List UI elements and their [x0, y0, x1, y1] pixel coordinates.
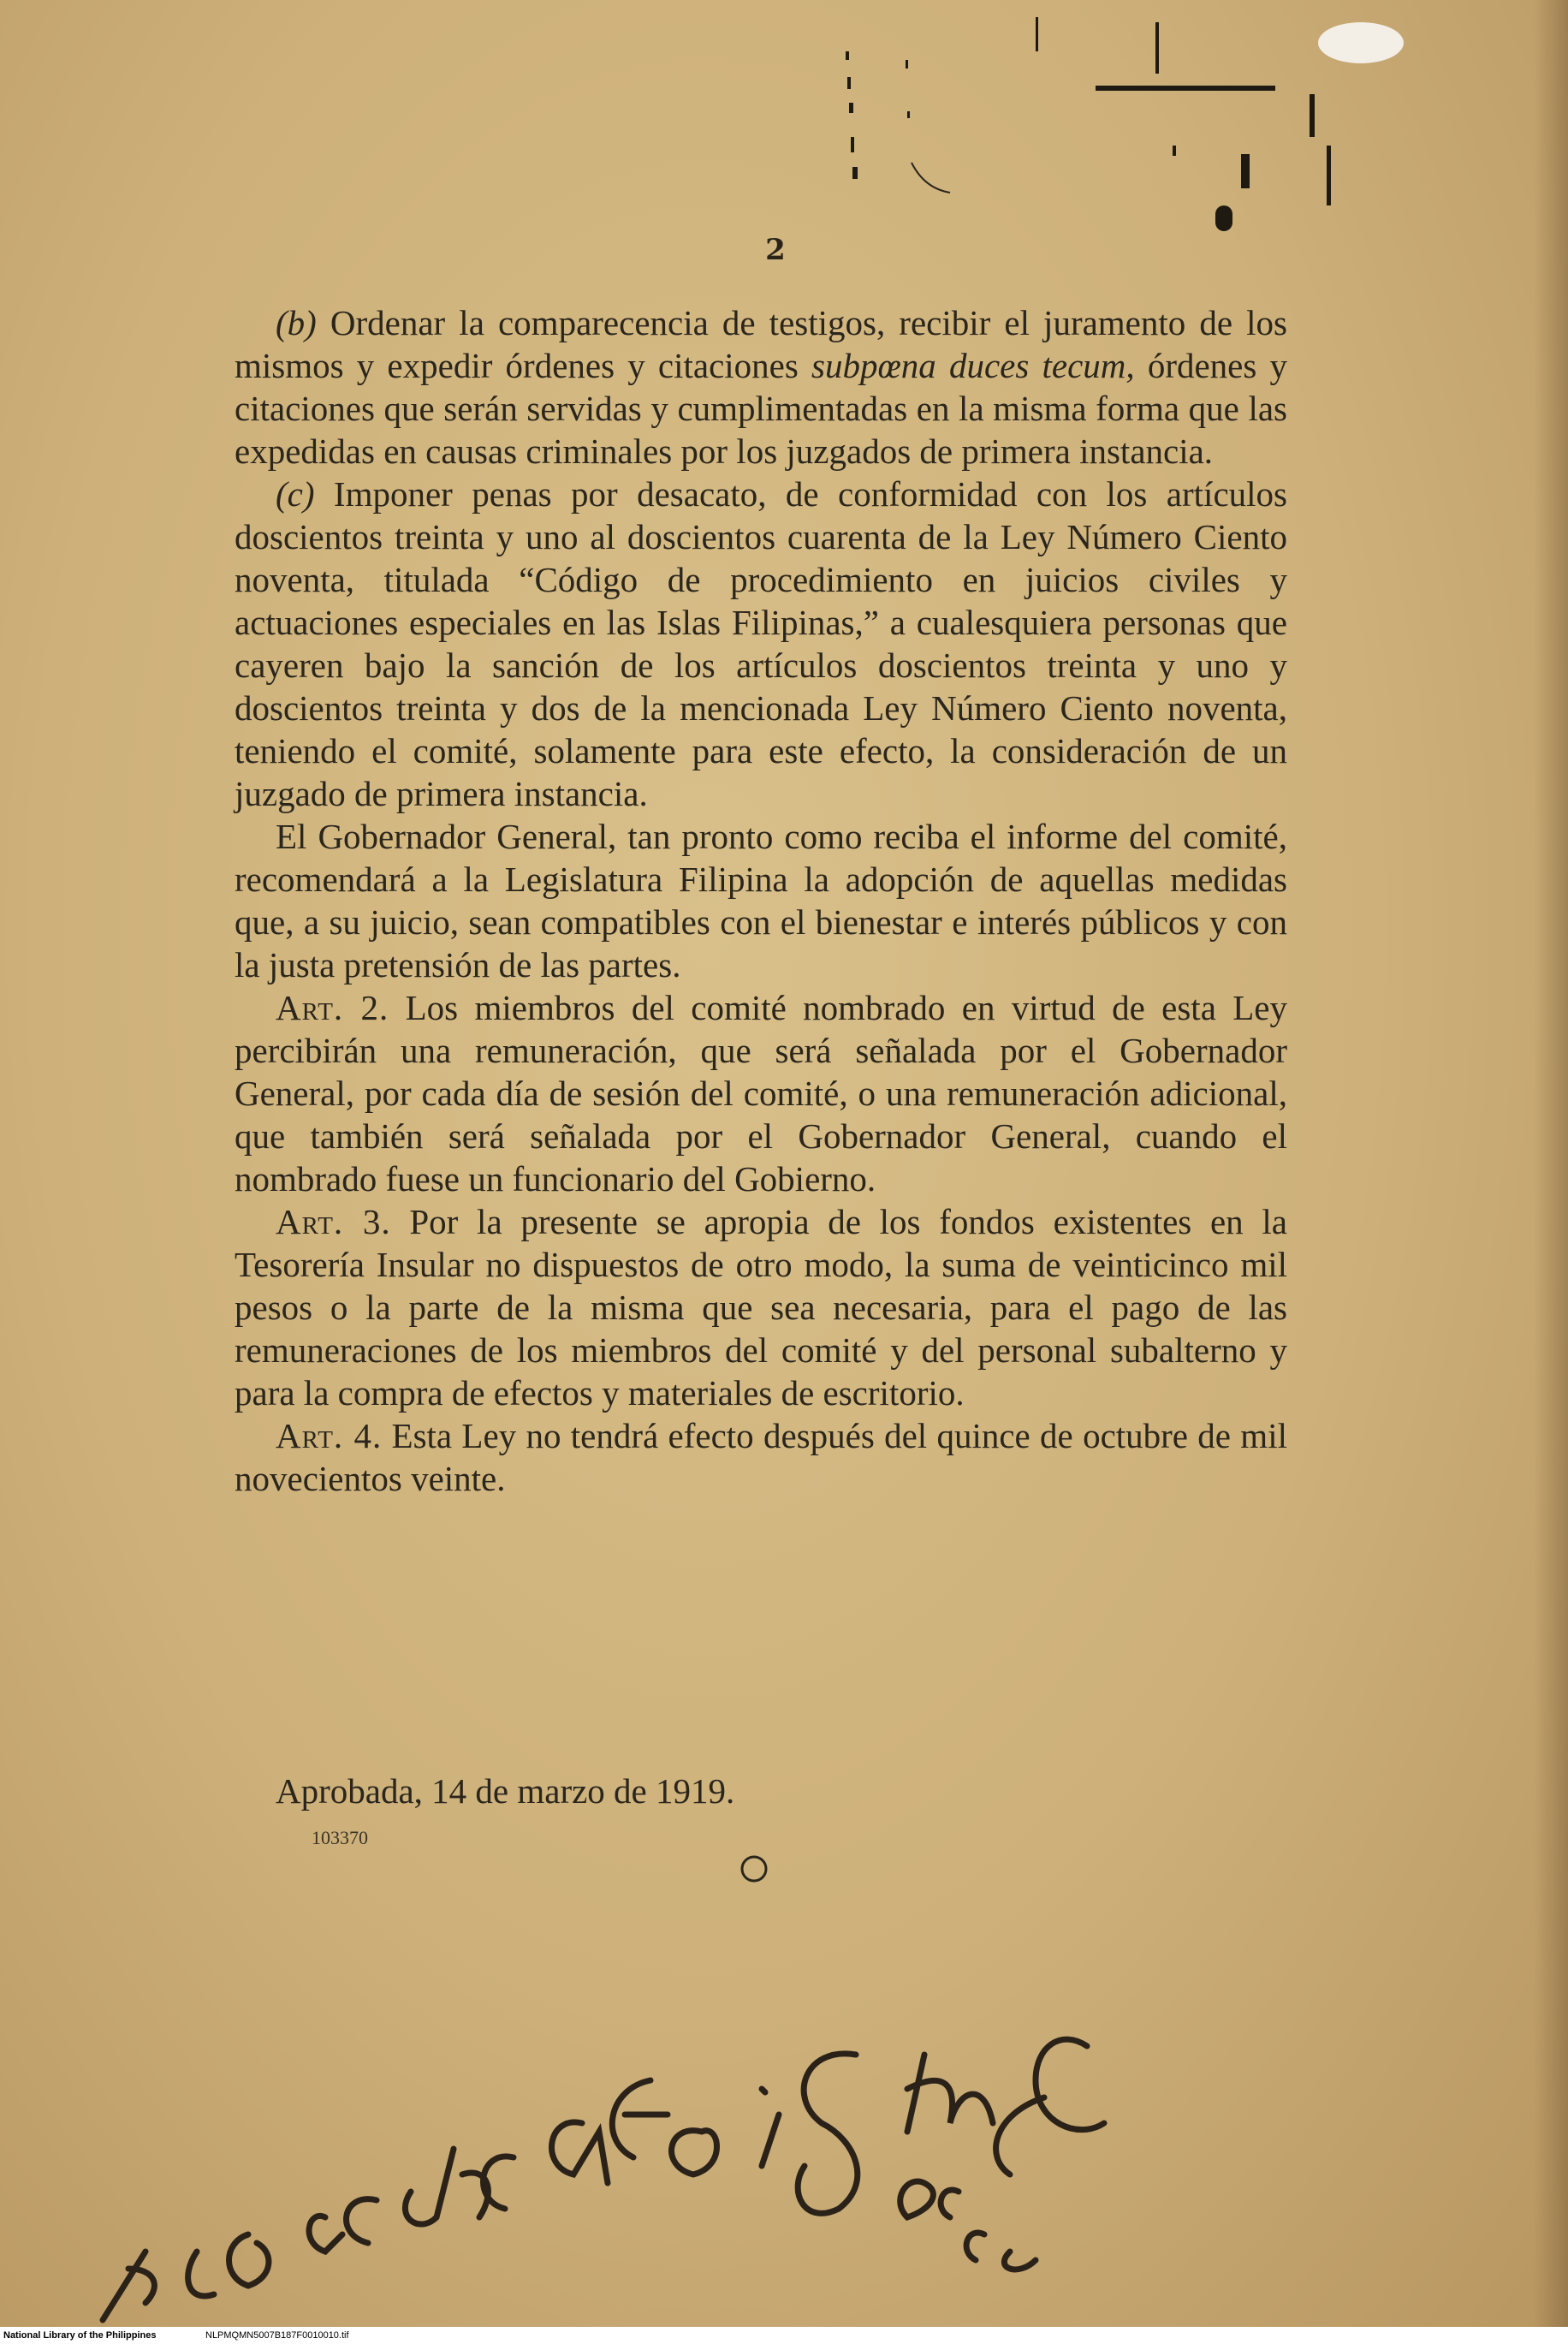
paragraph-c-label: (c) [276, 474, 315, 514]
paragraph-b-label: (b) [276, 303, 317, 342]
article-2-text: Los miembros del comité nombrado en virtud de esta Ley percibirán una remuneración, que será señalada por el Gobernador General, por cada día de sesión del comité, o una remuneración adicional, que también será señalada por el Gobernador General, cuando el nombrado fuese un funcionario del Gobierno. [235, 988, 1287, 1199]
page-number: 2 [765, 233, 786, 267]
paragraph-c-text: Imponer penas por desacato, de conformidad con los artículos doscientos treinta y uno al doscientos cuarenta de la Ley Número Ciento noventa, titulada “Código de procedimiento en juicios civiles y actuaciones especiales en las Islas Filipinas,” a cualesquiera personas que cayeren bajo la sanción de los artículos doscientos treinta y uno y doscientos treinta y dos de la mencionada Ley Número Ciento noventa, teniendo el comité, solamente para este efecto, la consideración de un juzgado de primera instancia. [235, 474, 1287, 813]
article-3 [235, 1200, 1287, 1414]
page-edge-shadow [1534, 0, 1568, 2327]
article-2-label: Art. 2. [276, 988, 389, 1027]
article-3-text: Por la presente se apropia de los fondos existentes en la Tesorería Insular no dispuestos de otro modo, la suma de veinticinco mil pesos o la parte de la misma que sea necesaria, para el pago de las remuneraciones de los miembros del comité y del personal subalterno y para la compra de efectos y materiales de escritorio. [235, 1202, 1287, 1413]
scan-footer [0, 2327, 1568, 2344]
paragraph-b-text-2: órdenes y citaciones que serán servidas y cumplimentadas en la misma forma que las expedidas en causas criminales por los juzgados de primera instancia. [235, 346, 1287, 471]
article-2 [235, 986, 1287, 1200]
print-code: 103370 [312, 1827, 368, 1848]
paragraph-governor: El Gobernador General, tan pronto como reciba el informe del comité, recomendará a la Legislatura Filipina la adopción de aquellas medidas que, a su juicio, sean compatibles con el bienestar e interés públicos y con la justa pretensión de las partes. [235, 817, 1287, 985]
circle-ornament-icon [739, 1854, 769, 1883]
approval-date: Aprobada, 14 de marzo de 1919. [276, 1771, 735, 1811]
paragraph-b-text-1: Ordenar la comparecencia de testigos, recibir el juramento de los mismos y expedir órdenes y citaciones [235, 303, 1287, 385]
paragraph-b [235, 301, 1287, 473]
footer-filename: NLPMQMN5007B187F0010010.tif [205, 2330, 349, 2341]
article-4-label: Art. 4. [276, 1416, 383, 1455]
paragraph-b-italic: subpœna duces tecum, [811, 346, 1135, 385]
scan-marks [813, 17, 1566, 257]
paragraph-c [235, 473, 1287, 815]
footer-library: National Library of the Philippines [3, 2330, 157, 2341]
article-3-label: Art. 3. [276, 1202, 391, 1241]
handwritten-signature [51, 1995, 1335, 2327]
body-text [235, 301, 1287, 1500]
article-4 [235, 1414, 1287, 1500]
article-4-text: Esta Ley no tendrá efecto después del quince de octubre de mil novecientos veinte. [235, 1416, 1287, 1498]
